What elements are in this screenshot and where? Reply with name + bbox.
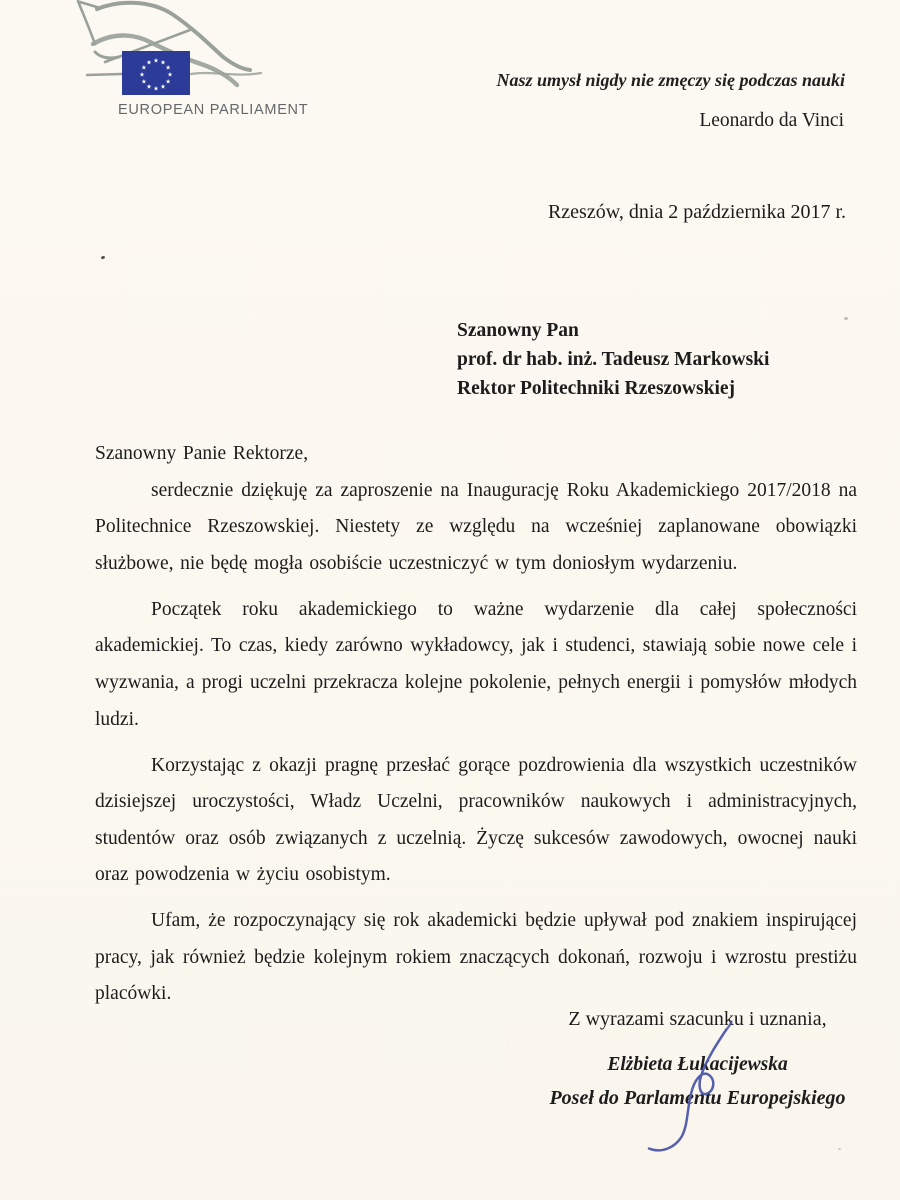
scan-speck [101,255,106,259]
closing-block [450,1004,900,1113]
scan-speck [838,1148,841,1150]
recipient-line-salutation: Szanowny Pan [457,320,579,341]
paragraph-2: Początek roku akademickiego to ważne wydarzenie dla całej społeczności akademickiej. To czas, kiedy zarówno wykładowcy, jak i studenci, stawiają sobie nowe cele i wyzwania, a progi uczelni przekracza kolejne pokolenie, pełnych energii i pomysłów młodych ludzi. [95,598,857,730]
valediction: Z wyrazami szacunku i uznania, [568,1008,827,1030]
recipient-block [457,316,769,403]
recipient-line-title: Rektor Politechniki Rzeszowskiej [457,378,736,399]
recipient-line-name: prof. dr hab. inż. Tadeusz Markowski [457,349,770,370]
flag-line-left [87,74,122,75]
paragraph-1: serdecznie dziękuję za zaproszenie na Inaugurację Roku Akademickiego 2017/2018 na Politechnice Rzeszowskiej. Niestety ze względu na wcześniej zaplanowane obowiązki służbowe, nie będę mogła osobiście uczestniczyć w tym doniosłym wydarzeniu. [95,479,857,574]
flag-line-right [191,73,261,75]
scan-speck [844,317,848,320]
european-parliament-logo [0,0,360,175]
paragraph-4: Ufam, że rozpoczynający się rok akademicki będzie upływał pod znakiem inspirującej pracy, jak również będzie kolejnym rokiem znaczących dokonań, rozwoju i wzrostu prestiżu placówki. [95,910,857,1005]
eu-flag [122,51,190,95]
signer-title: Poseł do Parlamentu Europejskiego [549,1087,846,1109]
salutation: Szanowny Panie Rektorze, [95,443,309,464]
logo-label: EUROPEAN PARLIAMENT [118,102,309,118]
motto-quote: Nasz umysł nigdy nie zmęczy się podczas nauki [496,70,845,90]
dateline: Rzeszów, dnia 2 października 2017 r. [547,201,846,223]
paragraph-3: Korzystając z okazji pragnę przesłać gorące pozdrowienia dla wszystkich uczestników dzisiejszej uroczystości, Władz Uczelni, pracowników naukowych i administracyjnych, studentów oraz osób związanych z uczelnią. Życzę sukcesów zawodowych, owocnej nauki oraz powodzenia w życiu osobistym. [95,754,857,886]
letter-body [95,436,857,1013]
motto-author: Leonardo da Vinci [699,110,844,131]
signer-name: Elżbieta Łukacijewska [607,1054,788,1075]
